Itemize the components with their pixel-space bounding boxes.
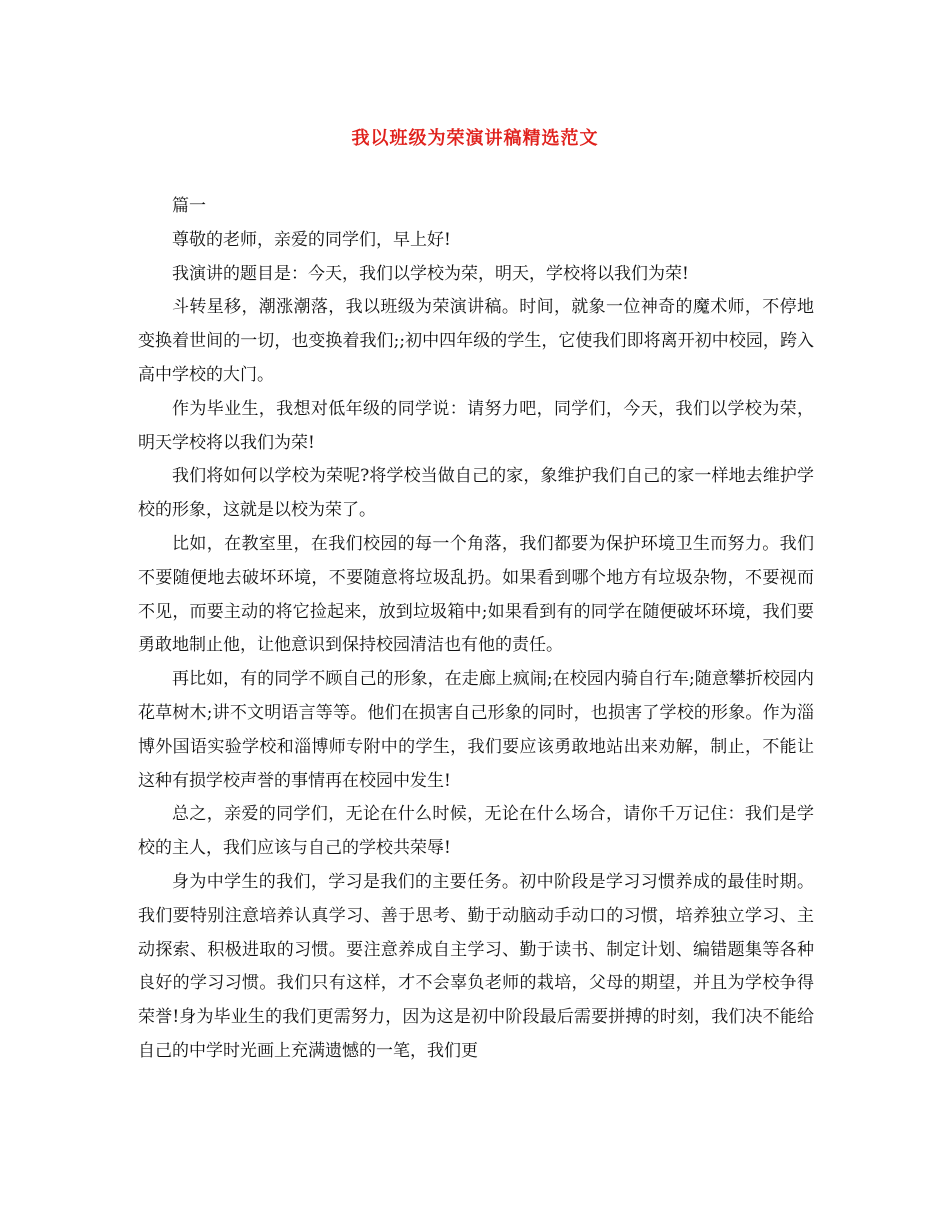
paragraph-time: 斗转星移，潮涨潮落，我以班级为荣演讲稿。时间，就象一位神奇的魔术师，不停地变换着世间的一切，也变换着我们;;初中四年级的学生，它使我们即将离开初中校园，跨入高中学校的大门。 (138, 297, 814, 385)
paragraph-topic: 我演讲的题目是：今天，我们以学校为荣，明天，学校将以我们为荣! (172, 263, 689, 284)
document-body (138, 190, 814, 1069)
paragraph-behavior: 再比如，有的同学不顾自己的形象，在走廊上疯闹;在校园内骑自行车;随意攀折校园内花草树木;讲不文明语言等等。他们在损害自己形象的同时，也损害了学校的形象。作为淄博外国语实验学校和淄博师专附中的学生，我们要应该勇敢地站出来劝解，制止，不能让这种有损学校声誉的事情再在校园中发生! (138, 669, 814, 791)
paragraph-study: 身为中学生的我们，学习是我们的主要任务。初中阶段是学习习惯养成的最佳时期。我们要特别注意培养认真学习、善于思考、勤于动脑动手动口的习惯，培养独立学习、主动探索、积极进取的习惯。要注意养成自主学习、勤于读书、制定计划、编错题集等各种良好的学习习惯。我们只有这样，才不会辜负老师的栽培，父母的期望，并且为学校争得荣誉!身为毕业生的我们更需努力，因为这是初中阶段最后需要拼搏的时刻，我们决不能给自己的中学时光画上充满遗憾的一笔，我们更 (138, 871, 814, 1061)
paragraph-how: 我们将如何以学校为荣呢?将学校当做自己的家，象维护我们自己的家一样地去维护学校的形象，这就是以校为荣了。 (138, 466, 814, 521)
paragraph-graduates: 作为毕业生，我想对低年级的同学说：请努力吧，同学们，今天，我们以学校为荣，明天学校将以我们为荣! (138, 398, 814, 453)
paragraph-section-label: 篇一 (172, 196, 206, 216)
paragraph-environment: 比如，在教室里，在我们校园的每一个角落，我们都要为保护环境卫生而努力。我们不要随便地去破坏环境，不要随意将垃圾乱扔。如果看到哪个地方有垃圾杂物，不要视而不见，而要主动的将它捡起来，放到垃圾箱中;如果看到有的同学在随便破坏环境，我们要勇敢地制止他，让他意识到保持校园清洁也有他的责任。 (138, 533, 814, 656)
document-title: 我以班级为荣演讲稿精选范文 (351, 128, 599, 149)
paragraph-greeting: 尊敬的老师，亲爱的同学们，早上好! (172, 229, 451, 250)
paragraph-summary: 总之，亲爱的同学们，无论在什么时候，无论在什么场合，请你千万记住：我们是学校的主人，我们应该与自己的学校共荣辱! (138, 804, 814, 859)
